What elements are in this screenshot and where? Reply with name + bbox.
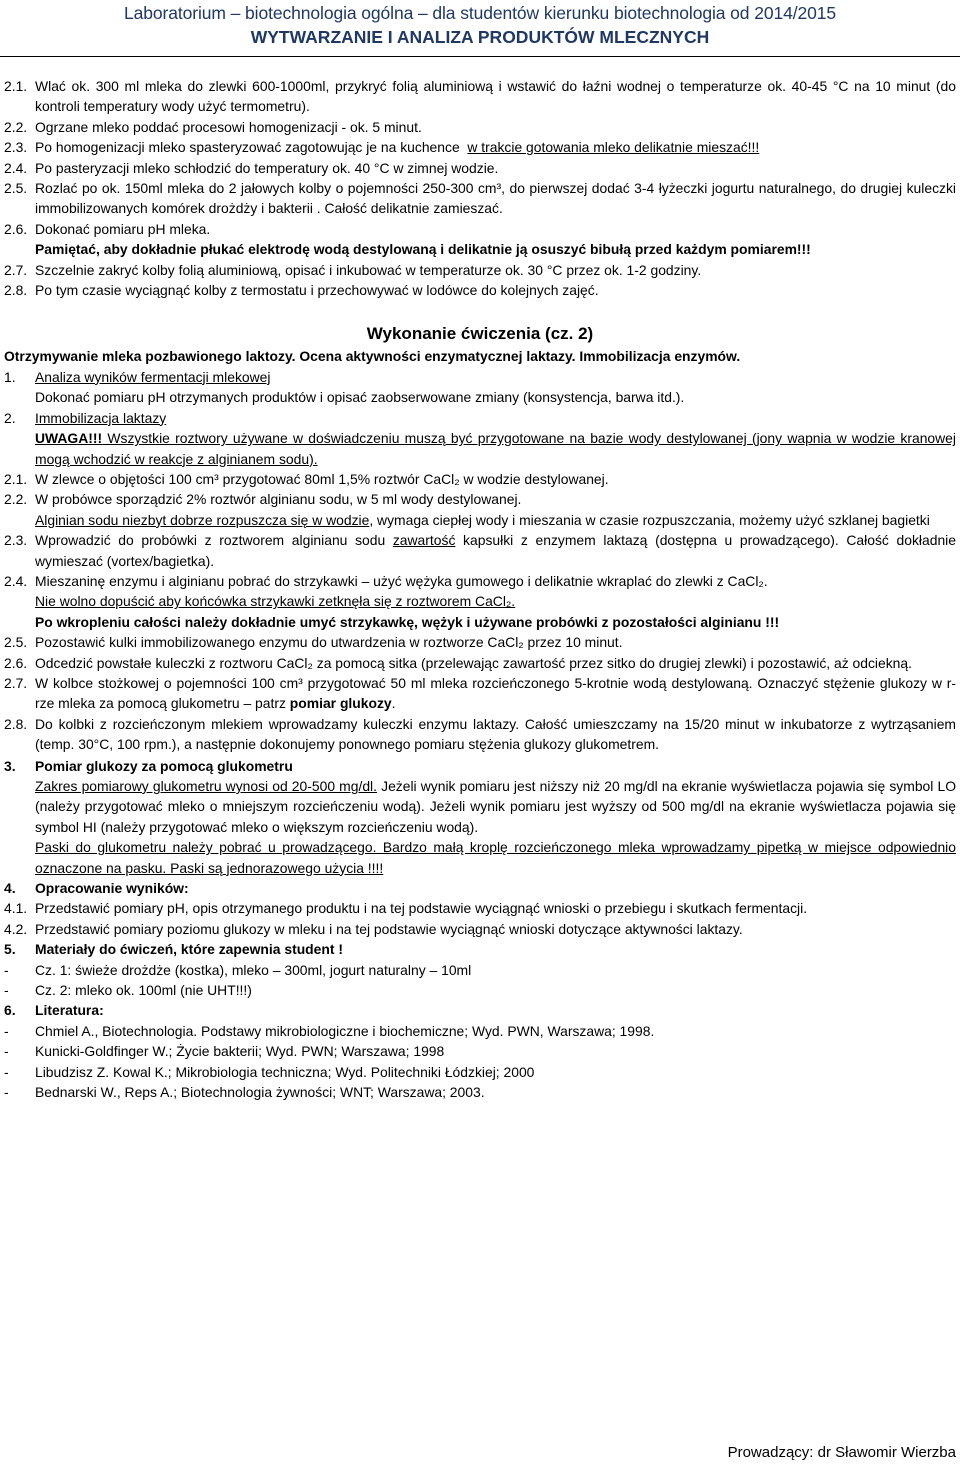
list-item: 2.4. Mieszaninę enzymu i alginianu pobrać do strzykawki – użyć wężyka gumowego i delikatnie wkraplać do zlewki z CaCl₂. Nie wolno dopuścić aby końcówka strzykawki zetknęła się z roztworem CaCl₂. Po wkropleniu całości należy dokładnie umyć strzykawkę, wężyk i używane probówki z pozostałości alginianu !!!	[4, 572, 780, 630]
page-header	[0, 1, 960, 49]
header-divider	[0, 56, 960, 57]
list-item: 2.3. Wprowadzić do probówki z roztworem alginianu sodu zawartość kapsułki z enzymem laktazą (dostępna u prowadzącego). Całość dokładnie wymieszać (vortex/bagietka).	[4, 532, 956, 569]
header-line-2: WYTWARZANIE I ANALIZA PRODUKTÓW MLECZNYCH	[250, 27, 710, 47]
list-item: 2.7. W kolbce stożkowej o pojemności 100 cm³ przygotować 50 ml mleka rozcieńczonego 5-krotnie wodą destylowaną. Oznaczyć stężenie glukozy w r-rze mleka za pomocą glukometru – patrz pomiar glukozy.	[4, 674, 956, 712]
list-item: 2.7. Szczelnie zakryć kolby folią aluminiową, opisać i inkubować w temperaturze ok. 30 °C przez ok. 1-2 godziny.	[4, 261, 702, 278]
section-title: Wykonanie ćwiczenia (cz. 2)	[366, 324, 594, 344]
list-item: - Bednarski W., Reps A.; Biotechnologia żywności; WNT; Warszawa; 2003.	[4, 1084, 485, 1101]
list-item: - Cz. 1: świeże drożdże (kostka), mleko – 300ml, jogurt naturalny – 10ml	[4, 961, 472, 978]
list-item: - Libudzisz Z. Kowal K.; Mikrobiologia techniczna; Wyd. Politechniki Łódzkiej; 2000	[4, 1063, 535, 1080]
list-item: 2.8. Po tym czasie wyciągnąć kolby z termostatu i przechowywać w lodówce do kolejnych zajęć.	[4, 282, 599, 299]
list-item: 2.6. Dokonać pomiaru pH mleka.	[4, 220, 211, 237]
list-item: - Cz. 2: mleko ok. 100ml (nie UHT!!!)	[4, 982, 252, 999]
list-item: 2.3. Po homogenizacji mleko spasteryzować zagotowując je na kuchence w trakcie gotowania mleko delikatnie mieszać!!!	[4, 139, 760, 156]
subsection-heading: 6. Literatura:	[4, 1002, 104, 1019]
list-item: 4.2. Przedstawić pomiary poziomu glukozy w mleku i na tej podstawie wyciągnąć wnioski dotyczące aktywności laktazy.	[4, 920, 743, 937]
list-item: 4.1. Przedstawić pomiary pH, opis otrzymanego produktu i na tej podstawie wyciągnąć wnioski o przebiegu i skutkach fermentacji.	[4, 900, 808, 917]
subsection-heading: 1. Analiza wyników fermentacji mlekowej	[4, 368, 271, 385]
list-item: 2.4. Po pasteryzacji mleko schłodzić do temperatury ok. 40 °C w zimnej wodzie.	[4, 159, 499, 176]
list-item: 2.2. W probówce sporządzić 2% roztwór alginianu sodu, w 5 ml wody destylowanej. Alginian sodu niezbyt dobrze rozpuszcza się w wodzie, wymaga ciepłej wody i mieszania w czasie rozpuszczania, możemy użyć szklanej bagietki	[4, 491, 930, 528]
subsection-heading: 2. Immobilizacja laktazy	[4, 409, 167, 426]
list-item: 2.6. Odcedzić powstałe kuleczki z roztworu CaCl₂ za pomocą sitka (przelewając zawartość przez sitko do drugiej zlewki) i pozostawić, aż odciekną.	[4, 654, 912, 671]
paragraph: Dokonać pomiaru pH otrzymanych produktów i opisać zaobserwowane zmiany (konsystencja, barwa itd.).	[35, 389, 685, 406]
list-item: 2.5. Rozlać po ok. 150ml mleka do 2 jałowych kolby o pojemności 250-300 cm³, do pierwszej dodać 3-4 łyżeczki jogurtu naturalnego, do drugiej kuleczki immobilizowanych komórek drożdży i bakterii . Całość delikatnie zamieszać.	[4, 180, 956, 217]
paragraph: Zakres pomiarowy glukometru wynosi od 20-500 mg/dl. Jeżeli wynik pomiaru jest niższy niż 20 mg/dl na ekranie wyświetlacza pojawia się symbol LO (należy przygotować mleko o mniejszym rozcieńczeniu wodą). Jeżeli wynik pomiaru jest wyższy od 500 mg/dl na ekranie wyświetlacza pojawia się symbol HI (należy przygotować mleko o większym rozcieńczeniu wodą).	[35, 778, 956, 835]
list-item: - Kunicki-Goldfinger W.; Życie bakterii; Wyd. PWN; Warszawa; 1998	[4, 1043, 445, 1060]
subsection-heading: 4. Opracowanie wyników:	[4, 880, 189, 897]
uwaga-note: UWAGA!!! Wszystkie roztwory używane w doświadczeniu muszą być przygotowane na bazie wody destylowanej (jony wapnia w wodzie kranowej mogą wchodzić w reakcje z alginianem sodu).	[35, 430, 956, 467]
list-item: 2.2. Ogrzane mleko poddać procesowi homogenizacji - ok. 5 minut.	[4, 118, 422, 135]
header-line-1: Laboratorium – biotechnologia ogólna – dla studentów kierunku biotechnologia od 2014/2015	[123, 3, 837, 23]
warning-text: Pamiętać, aby dokładnie płukać elektrodę wodą destylowaną i delikatnie ją osuszyć bibułą przed każdym pomiarem!!!	[35, 241, 811, 258]
document-body	[4, 76, 956, 1103]
footer-instructor: Prowadzący: dr Sławomir Wierzba	[727, 1444, 956, 1461]
paragraph: Paski do glukometru należy pobrać u prowadzącego. Bardzo małą kroplę rozcieńczonego mleka wprowadzamy pipetką w miejsce odpowiednio oznaczone na pasku. Paski są jednorazowego użycia !!!!	[35, 839, 956, 876]
list-item: - Chmiel A., Biotechnologia. Podstawy mikrobiologiczne i biochemiczne; Wyd. PWN, Warszawa; 1998.	[4, 1022, 655, 1039]
subsection-heading: 5. Materiały do ćwiczeń, które zapewnia student !	[4, 941, 343, 958]
list-item: 2.1. W zlewce o objętości 100 cm³ przygotować 80ml 1,5% roztwór CaCl₂ w wodzie destylowanej.	[4, 470, 609, 487]
section-subtitle: Otrzymywanie mleka pozbawionego laktozy. Ocena aktywności enzymatycznej laktazy. Immobilizacja enzymów.	[4, 348, 741, 365]
list-item: 2.8. Do kolbki z rozcieńczonym mlekiem wprowadzamy kuleczki enzymu laktazy. Całość umieszczamy na 15/20 minut w inkubatorze z wytrząsaniem (temp. 30°C, 100 rpm.), a następnie dokonujemy ponownego pomiaru stężenia glukozy glukometrem.	[4, 715, 956, 753]
subsection-heading: 3. Pomiar glukozy za pomocą glukometru	[4, 757, 293, 774]
list-item: 2.5. Pozostawić kulki immobilizowanego enzymu do utwardzenia w roztworze CaCl₂ przez 10 minut.	[4, 634, 623, 651]
list-item: 2.1. Wlać ok. 300 ml mleka do zlewki 600-1000ml, przykryć folią aluminiową i wstawić do łaźni wodnej o temperaturze ok. 40-45 °C na 10 minut (do kontroli temperatury wody użyć termometru).	[4, 78, 956, 115]
